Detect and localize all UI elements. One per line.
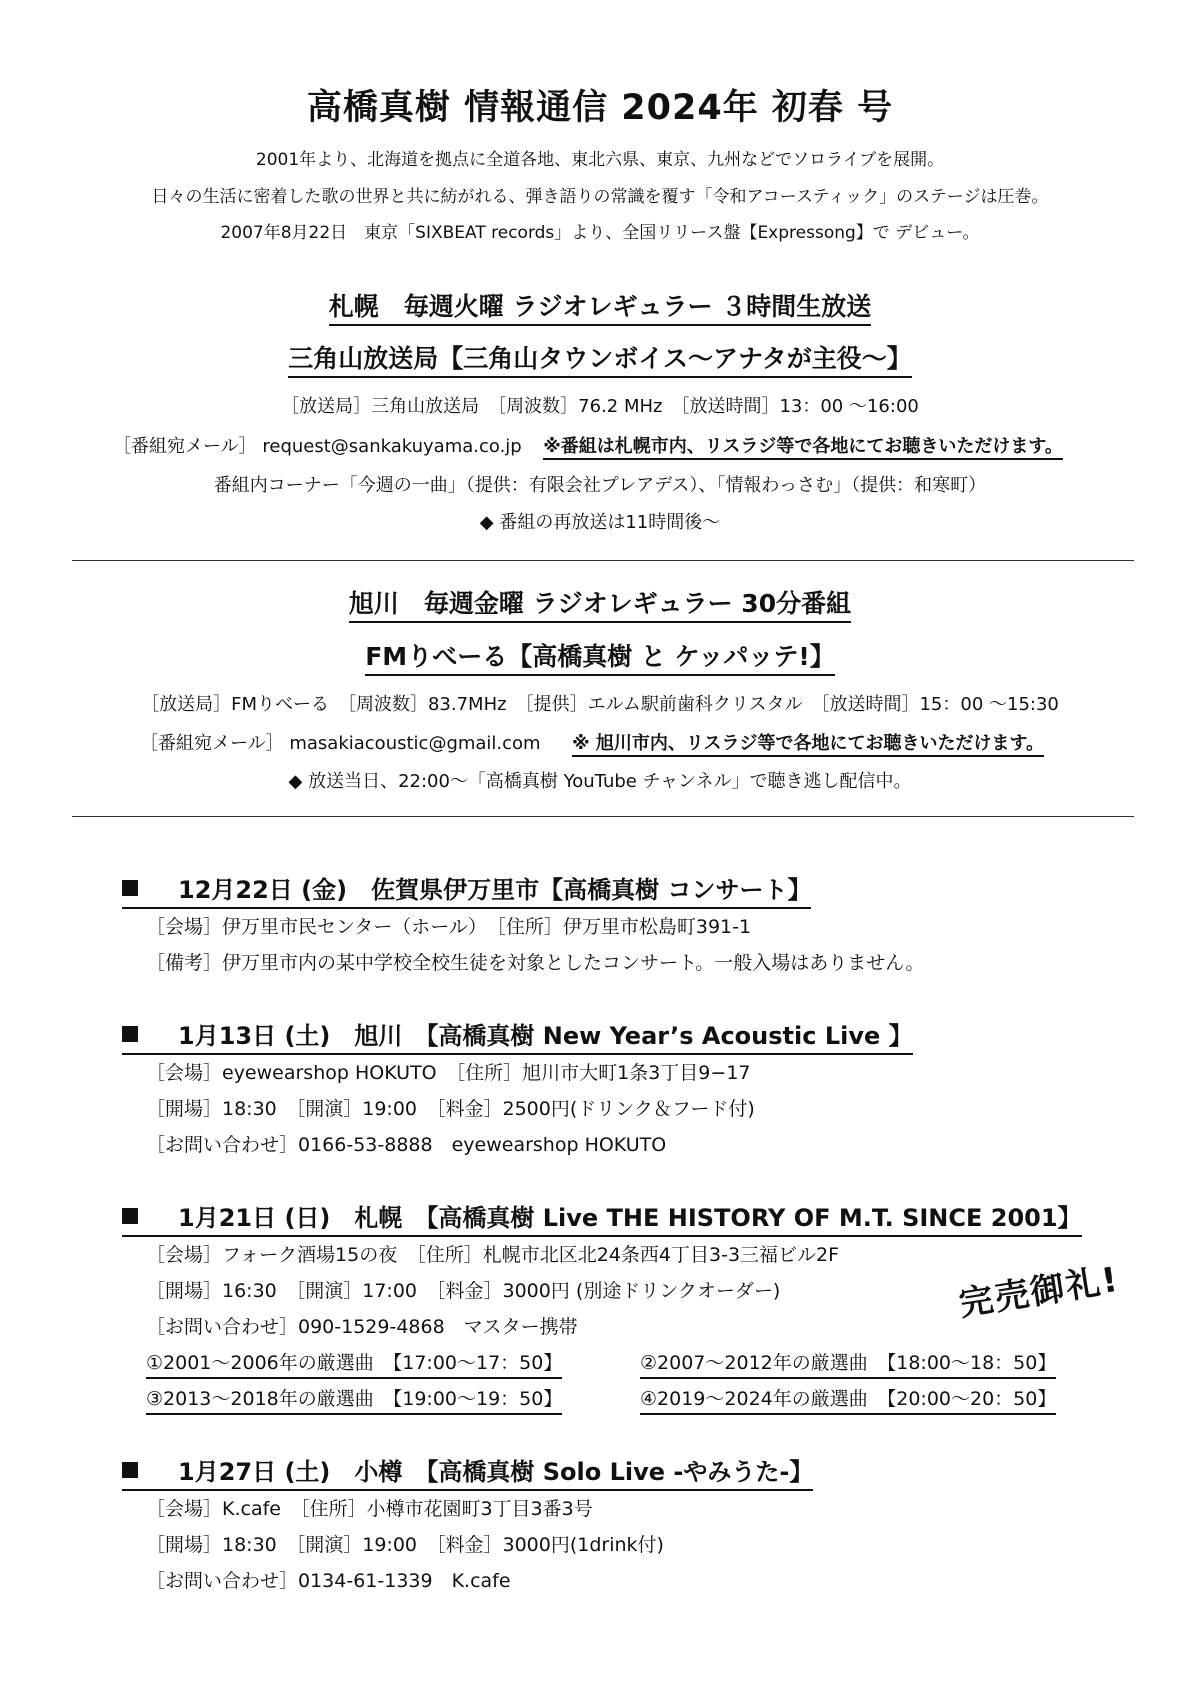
bullet-square-icon bbox=[122, 1462, 138, 1478]
setlist-slot: ④2019～2024年の厳選曲 【20:00～20：50】 bbox=[640, 1384, 1056, 1415]
divider bbox=[72, 816, 1134, 817]
event-detail: ［会場］K.cafe ［住所］小樽市花園町3丁目3番3号 bbox=[146, 1498, 593, 1520]
event-detail: ［会場］伊万里市民センター（ホール） ［住所］伊万里市松島町391-1 bbox=[146, 916, 752, 938]
radio2-mail: ［番組宛メール］ masakiacoustic@gmail.com bbox=[140, 733, 541, 754]
event-detail: ［お問い合わせ］090-1529-4868 マスター携帯 bbox=[146, 1316, 578, 1338]
radio1-note: ※番組は札幌市内、リスラジ等で各地にてお聴きいただけます。 bbox=[543, 436, 1063, 460]
page-title: 高橋真樹 情報通信 2024年 初春 号 bbox=[306, 88, 894, 128]
event-detail: ［会場］eyewearshop HOKUTO ［住所］旭川市大町1条3丁目9−17 bbox=[146, 1062, 751, 1084]
radio2-heading-2: FMりべーる【高橋真樹 と ケッパッテ!】 bbox=[0, 637, 1200, 673]
radio2-note: ※ 旭川市内、リスラジ等で各地にてお聴きいただけます。 bbox=[572, 733, 1044, 757]
event-detail: ［お問い合わせ］0166-53-8888 eyewearshop HOKUTO bbox=[146, 1134, 667, 1156]
event-detail: ［会場］フォーク酒場15の夜 ［住所］札幌市北区北24条西4丁目3-3三福ビル2F bbox=[146, 1244, 840, 1266]
radio2-mail-row bbox=[140, 729, 1044, 755]
radio1-corners: 番組内コーナー「今週の一曲」（提供：有限会社プレアデス）、「情報わっさむ」（提供：和寒町） bbox=[213, 475, 987, 496]
radio2-info: ［放送局］FMりべーる ［周波数］83.7MHz ［提供］エルム駅前歯科クリスタル ［放送時間］15：00 ～15:30 bbox=[141, 694, 1059, 715]
event-heading: 1月13日 (土) 旭川 【高橋真樹 New Year’s Acoustic Live 】 bbox=[122, 1016, 913, 1055]
event-detail: ［お問い合わせ］0134-61-1339 K.cafe bbox=[146, 1570, 511, 1592]
event-heading: 1月27日 (土) 小樽 【高橋真樹 Solo Live -やみうた-】 bbox=[122, 1452, 813, 1491]
setlist-slot: ②2007～2012年の厳選曲 【18:00～18：50】 bbox=[640, 1348, 1056, 1379]
bullet-square-icon bbox=[122, 880, 138, 896]
divider bbox=[72, 560, 1134, 561]
event-detail: ［開場］18:30 ［開演］19:00 ［料金］3000円(1drink付) bbox=[146, 1534, 664, 1556]
intro-line-1: 2001年より、北海道を拠点に全道各地、東北六県、東京、九州などでソロライブを展開。 bbox=[255, 150, 945, 170]
radio2-listen-again: ◆ 放送当日、22:00～「高橋真樹 YouTube チャンネル」で聴き逃し配信中。 bbox=[288, 771, 912, 792]
bullet-square-icon bbox=[122, 1026, 138, 1042]
event-detail: ［開場］18:30 ［開演］19:00 ［料金］2500円(ドリンク＆フード付) bbox=[146, 1098, 755, 1120]
event-heading: 1月21日 (日) 札幌 【高橋真樹 Live THE HISTORY OF M.T. SINCE 2001】 bbox=[122, 1198, 1082, 1237]
radio1-heading-2: 三角山放送局【三角山タウンボイス～アナタが主役～】 bbox=[0, 339, 1200, 375]
event-detail: ［備考］伊万里市内の某中学校全校生徒を対象としたコンサート。一般入場はありません。 bbox=[146, 952, 925, 974]
radio1-mail: ［番組宛メール］ request@sankakuyama.co.jp bbox=[113, 436, 522, 457]
setlist-slot: ①2001～2006年の厳選曲 【17:00～17：50】 bbox=[146, 1348, 562, 1379]
radio2-heading-1: 旭川 毎週金曜 ラジオレギュラー 30分番組 bbox=[0, 584, 1200, 620]
radio1-info: ［放送局］三角山放送局 ［周波数］76.2 MHz ［放送時間］13：00 ～16:00 bbox=[281, 396, 919, 417]
intro-line-2: 日々の生活に密着した歌の世界と共に紡がれる、弾き語りの常識を覆す「令和アコースティック」のステージは圧巻。 bbox=[151, 187, 1049, 207]
radio1-rebroadcast: ◆ 番組の再放送は11時間後～ bbox=[479, 512, 721, 533]
sold-out-stamp: 完売御礼! bbox=[956, 1259, 1123, 1325]
bullet-square-icon bbox=[122, 1208, 138, 1224]
radio1-mail-row bbox=[113, 432, 1063, 458]
event-heading: 12月22日 (金) 佐賀県伊万里市【高橋真樹 コンサート】 bbox=[122, 870, 811, 909]
radio1-heading-1: 札幌 毎週火曜 ラジオレギュラー ３時間生放送 bbox=[0, 287, 1200, 323]
setlist-slot: ③2013～2018年の厳選曲 【19:00～19：50】 bbox=[146, 1384, 562, 1415]
event-detail: ［開場］16:30 ［開演］17:00 ［料金］3000円 (別途ドリンクオーダー) bbox=[146, 1280, 781, 1302]
intro-line-3: 2007年8月22日 東京「SIXBEAT records」より、全国リリース盤【Expressong】で デビュー。 bbox=[220, 223, 980, 243]
